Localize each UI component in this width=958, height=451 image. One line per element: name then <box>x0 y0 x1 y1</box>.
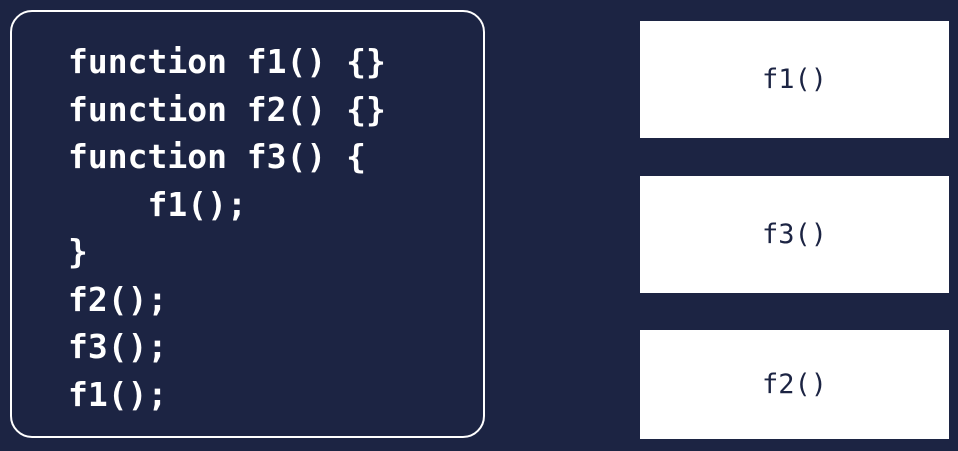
code-line: function f3() { <box>68 137 367 176</box>
code-line: f1(); <box>68 184 247 224</box>
stack-box-f2 <box>640 330 949 439</box>
code-line: f3(); <box>68 327 168 366</box>
stack-box-f3 <box>640 176 949 293</box>
stack-box-label: f1() <box>761 64 828 95</box>
stack-box-label: f3() <box>761 219 828 250</box>
code-line: f1(); <box>68 374 168 414</box>
code-line: function f2() {} <box>68 89 386 129</box>
code-panel <box>10 10 485 438</box>
code-line: function f1() {} <box>68 42 386 81</box>
stack-box-label: f2() <box>761 369 828 400</box>
code-line: f2(); <box>68 279 168 319</box>
stack-box-f1 <box>640 21 949 138</box>
code-line: } <box>68 232 88 271</box>
code-block <box>68 38 386 418</box>
